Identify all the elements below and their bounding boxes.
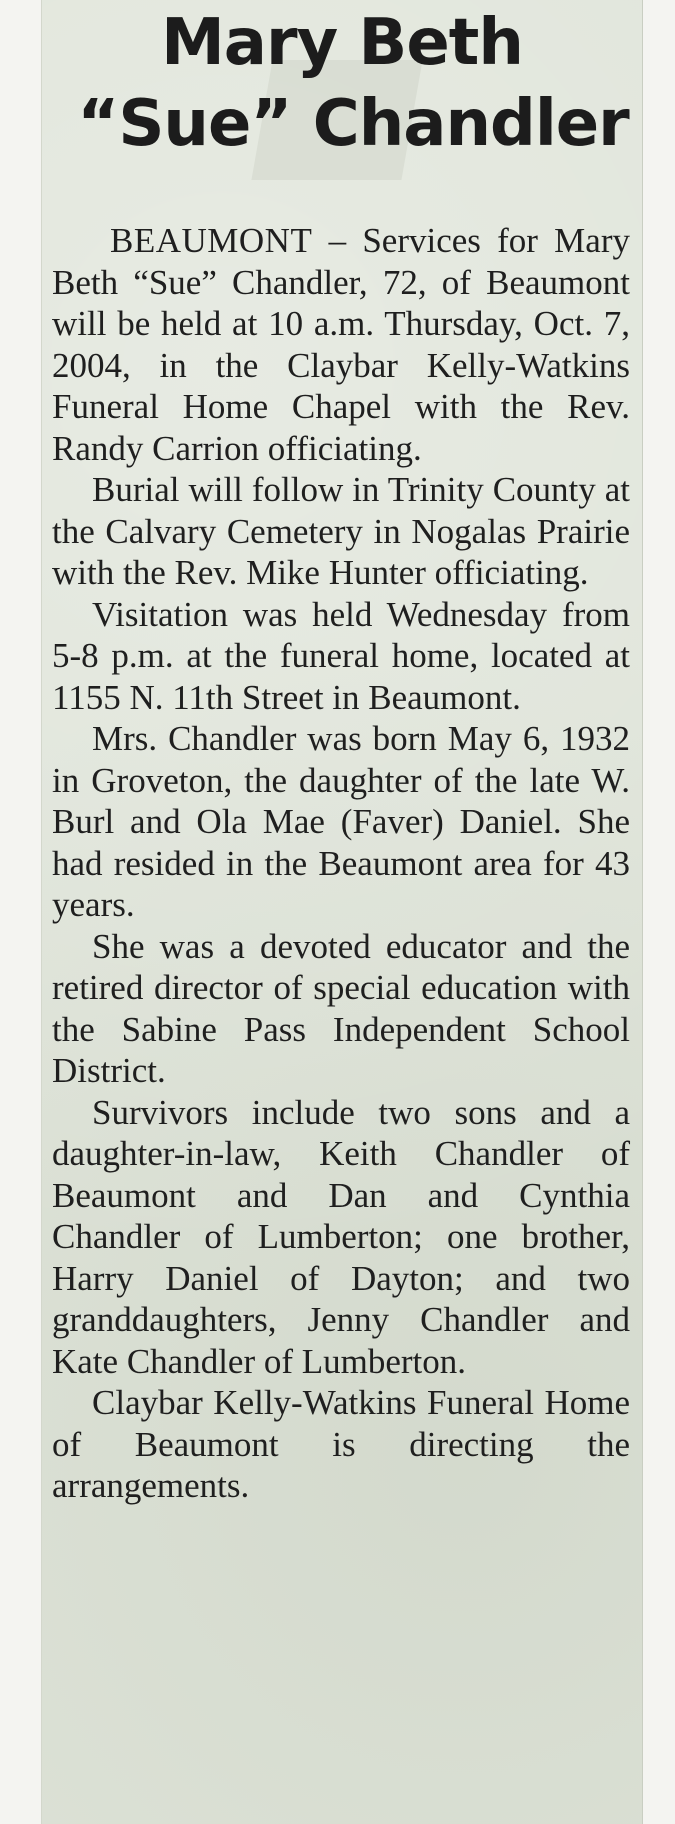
paragraph-visitation: Visitation was held Wednesday from 5-8 p.m. at the funeral home, located at 1155 N. 11th Street in Beaumont.: [52, 594, 630, 717]
headline-line-2: “Sue” Chandler: [77, 87, 629, 161]
paragraph-biography: Mrs. Chandler was born May 6, 1932 in Groveton, the daughter of the late W. Burl and Ola Mae (Faver) Daniel. She had resided in the Beaumont area for 43 years.: [52, 719, 630, 924]
dateline: BEAUMONT: [110, 221, 313, 260]
paragraph-text: – Services for Mary Beth “Sue” Chandler, 72, of Beaumont will be held at 10 a.m. Thursday, Oct. 7, 2004, in the Claybar Kelly-Watkins Funeral Home Chapel with the Rev. Randy Carrion officiating.: [52, 221, 630, 468]
paragraph-arrangements: Claybar Kelly-Watkins Funeral Home of Beaumont is directing the arrangements.: [52, 1383, 630, 1505]
headline-line-1: Mary Beth: [161, 6, 523, 80]
paragraph-career: She was a devoted educator and the retired director of special education with the Sabine Pass Independent School District.: [52, 926, 630, 1090]
paragraph-services: [52, 220, 630, 469]
paragraph-survivors: Survivors include two sons and a daughter-in-law, Keith Chandler of Beaumont and Dan and Cynthia Chandler of Lumberton; one brother, Harry Daniel of Dayton; and two granddaughters, Jenny Chandler and Kate Chandler of Lumberton.: [52, 1092, 630, 1381]
newspaper-clipping: [42, 0, 642, 1824]
obituary-headline: [42, 4, 642, 166]
paragraph-burial: Burial will follow in Trinity County at the Calvary Cemetery in Nogalas Prairie with the Rev. Mike Hunter officiating.: [52, 470, 630, 592]
obituary-body: [52, 220, 630, 1507]
